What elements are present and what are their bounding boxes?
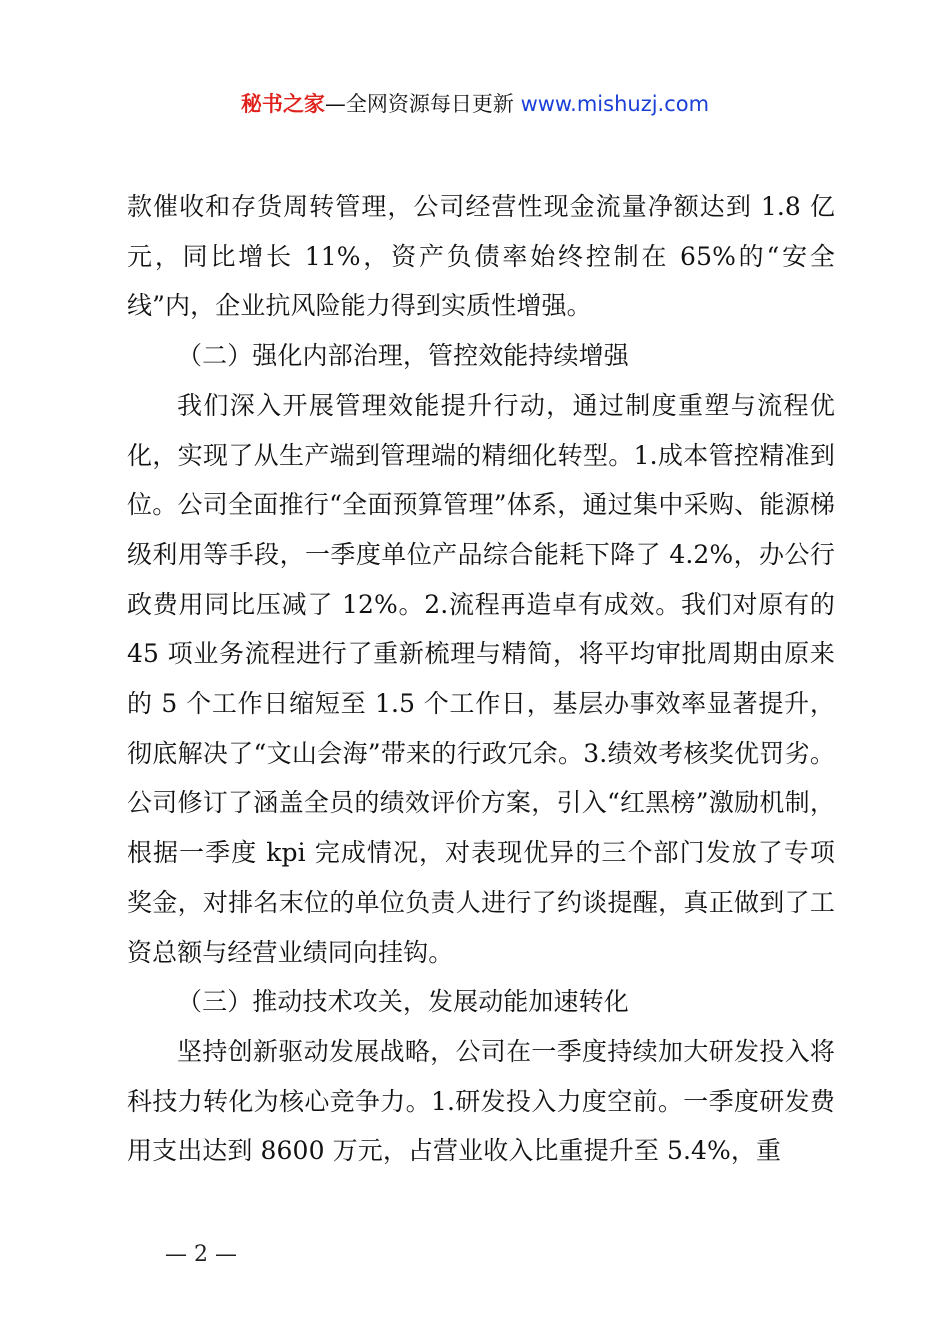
document-body (127, 182, 835, 1176)
page-number: — 2 — (165, 1242, 237, 1267)
brand-name: 秘书之家 (240, 92, 325, 116)
site-header (0, 88, 950, 120)
site-url-link[interactable]: www.mishuzj.com (520, 92, 710, 116)
paragraph-continuation: 款催收和存货周转管理，公司经营性现金流量净额达到 1.8 亿元，同比增长 11%，资产负债率始终控制在 65%的“安全线”内，企业抗风险能力得到实质性增强。 (127, 192, 835, 321)
paragraph-technology: 坚持创新驱动发展战略，公司在一季度持续加大研发投入将科技力转化为核心竞争力。1.研发投入力度空前。一季度研发费用支出达到 8600 万元，占营业收入比重提升至 5.4%，重 (127, 1036, 835, 1166)
paragraph-internal-governance: 我们深入开展管理效能提升行动，通过制度重塑与流程优化，实现了从生产端到管理端的精细化转型。1.成本管控精准到位。公司全面推行“全面预算管理”体系，通过集中采购、能源梯级利用等手段，一季度单位产品综合能耗下降了 4.2%，办公行政费用同比压减了 12%。2.流程再造卓有成效。我们对原有的 45 项业务流程进行了重新梳理与精简，将平均审批周期由原来的 5 个工作日缩短至 1.5 个工作日，基层办事效率显著提升，彻底解决了“文山会海”带来的行政冗余。3.绩效考核奖优罚劣。公司修订了涵盖全员的绩效评价方案，引入“红黑榜”激励机制，根据一季度 kpi 完成情况，对表现优异的三个部门发放了专项奖金，对排名末位的单位负责人进行了约谈提醒，真正做到了工资总额与经营业绩同向挂钩。 (127, 390, 835, 967)
section-heading-3: （三）推动技术攻关，发展动能加速转化 (177, 987, 629, 1017)
section-heading-2: （二）强化内部治理，管控效能持续增强 (177, 341, 629, 371)
header-slogan: —全网资源每日更新 (324, 92, 521, 116)
